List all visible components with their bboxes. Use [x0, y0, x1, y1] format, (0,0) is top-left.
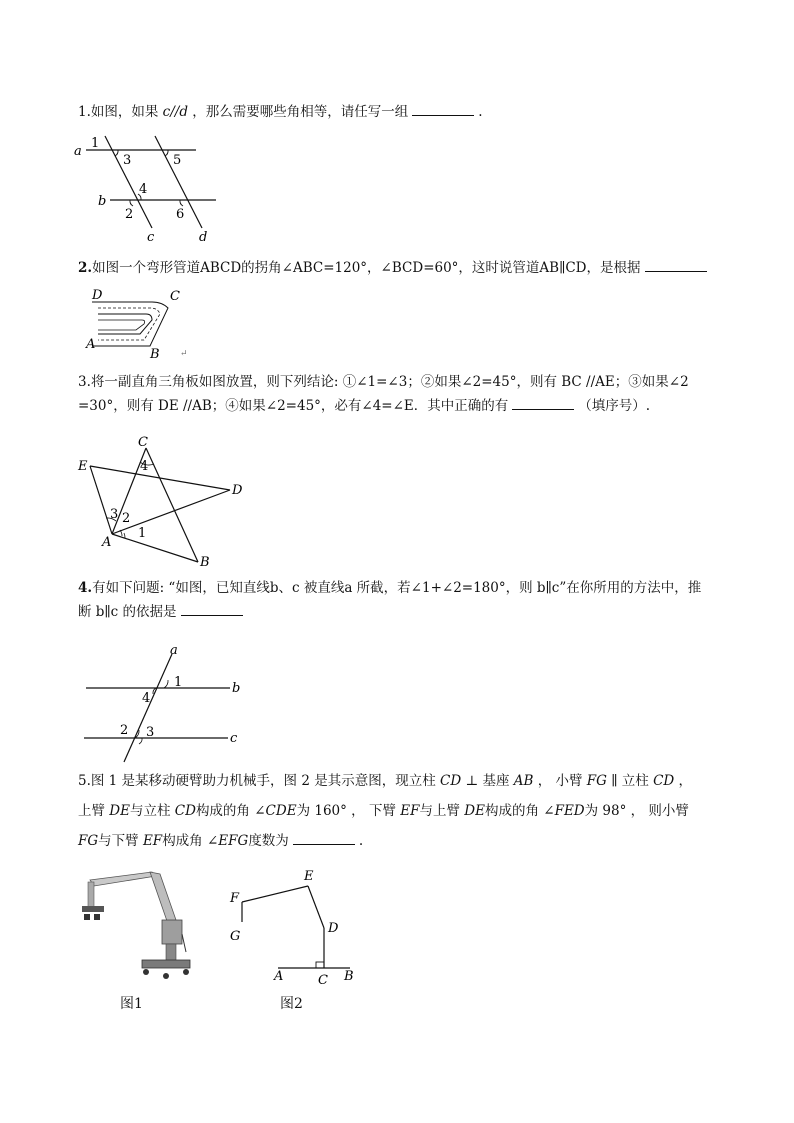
q4-label-b: b: [232, 681, 241, 696]
q4-line-1: 有如下问题: “如图，已知直线b、c 被直线a 所截，若∠1+∠2=180°，则 b∥c”在你所用的方法中，推: [92, 580, 702, 596]
q2-answer-blank[interactable]: [645, 257, 707, 272]
q5-text: 与上臂: [419, 803, 465, 819]
q3-figure: [76, 436, 256, 568]
q1-label-b: b: [98, 194, 107, 209]
q5-text: 与下臂: [98, 833, 143, 849]
q5-seg-cd: CD: [653, 773, 675, 789]
q4-answer-blank[interactable]: [181, 601, 243, 616]
q5-angle-efg: ∠EFG: [206, 833, 249, 849]
question-4: [78, 576, 738, 624]
q1-label-a: a: [74, 144, 82, 159]
q5-figure-2-schematic: [226, 866, 366, 990]
q4-label-c: c: [230, 731, 238, 746]
q1-prefix: 1.如图，如果: [78, 104, 159, 120]
q2-label-D: D: [92, 288, 103, 303]
q5-figure-2-caption: 图2: [280, 996, 303, 1012]
q3-line-2a: =30°，则有 DE //AB；④如果∠2=45°，必有∠4=∠E．其中正确的有: [78, 398, 509, 414]
q1-condition: c//d: [158, 104, 193, 120]
q1-angle-6: 6: [176, 207, 185, 222]
q5-angle-cde: ∠CDE: [254, 803, 297, 819]
q5-end: .: [358, 833, 364, 849]
q4-figure: [80, 644, 250, 764]
q4-label-a: a: [170, 643, 178, 658]
q4-line-2: 断 b∥c 的依据是: [78, 604, 177, 620]
q2-label-B: B: [150, 347, 160, 362]
q3-label-E: E: [78, 459, 88, 474]
q1-angle-5: 5: [173, 153, 182, 168]
q2-label-C: C: [170, 289, 180, 304]
q1-angle-1: 1: [91, 136, 100, 151]
q5-text: 度数为: [248, 833, 289, 849]
q5-seg-cd: CD: [440, 773, 462, 789]
q5-fig2-label-E: E: [304, 869, 314, 884]
q1-figure: [70, 128, 230, 246]
q5-text: 上臂: [78, 803, 110, 819]
question-3: [78, 370, 738, 418]
q4-number: 4.: [78, 580, 93, 596]
q1-label-c: c: [147, 230, 155, 245]
q2-return-mark: ↵: [180, 349, 188, 359]
q5-seg-ab: AB: [513, 773, 534, 789]
q5-text: 构成的角: [484, 803, 544, 819]
q5-fig2-label-B: B: [344, 969, 354, 984]
q5-fig2-label-A: A: [274, 969, 284, 984]
q1-angle-2: 2: [125, 207, 134, 222]
q5-figure-1-robot-arm: [80, 868, 200, 986]
q5-text: ，: [674, 773, 693, 789]
q5-seg-ef: EF: [400, 803, 420, 819]
q5-text: ∥ 立柱: [606, 773, 654, 789]
q3-answer-blank[interactable]: [512, 395, 574, 410]
q3-line-2b: （填序号）.: [578, 398, 651, 414]
q2-figure: [84, 284, 204, 362]
q1-label-d: d: [199, 230, 208, 245]
q5-text: ⊥ 基座: [461, 773, 514, 789]
q5-seg-de: DE: [109, 803, 130, 819]
q2-label-A: A: [86, 337, 96, 352]
q5-fig2-label-D: D: [328, 921, 339, 936]
q1-end: .: [478, 104, 483, 120]
q5-fig2-label-G: G: [230, 929, 241, 944]
q3-angle-1: 1: [138, 526, 147, 541]
q5-fig2-label-C: C: [318, 973, 328, 988]
question-1: [78, 100, 728, 124]
q4-angle-3: 3: [146, 725, 155, 740]
q1-angle-3: 3: [123, 153, 132, 168]
q5-text: 5.图 1 是某移动硬臂助力机械手，图 2 是其示意图，现立柱: [78, 773, 441, 789]
q5-text: 构成角: [162, 833, 207, 849]
q3-label-D: D: [232, 483, 243, 498]
q4-angle-1: 1: [174, 675, 183, 690]
question-5: [78, 766, 738, 856]
q3-line-1: 3.将一副直角三角板如图放置，则下列结论: ①∠1=∠3；②如果∠2=45°，则有 BC //AE；③如果∠2: [78, 374, 689, 390]
q5-seg-fg: FG: [586, 773, 607, 789]
q5-seg-cd: CD: [174, 803, 196, 819]
question-2: [78, 256, 738, 280]
q5-answer-blank[interactable]: [293, 830, 355, 845]
q3-angle-2: 2: [122, 511, 131, 526]
q2-number: 2.: [78, 260, 93, 276]
q5-text: 为 160° ， 下臂: [296, 803, 401, 819]
q4-angle-4: 4: [142, 691, 151, 706]
q3-angle-3: 3: [110, 507, 119, 522]
q5-seg-de: DE: [464, 803, 485, 819]
q3-angle-4: 4: [140, 459, 149, 474]
q5-text: 与立柱: [129, 803, 175, 819]
q5-text: 构成的角: [195, 803, 255, 819]
q5-seg-ef: EF: [142, 833, 163, 849]
q5-text: ， 小臂: [533, 773, 587, 789]
q5-fig2-label-F: F: [230, 891, 240, 906]
q1-answer-blank[interactable]: [412, 101, 474, 116]
q5-seg-fg: FG: [78, 833, 99, 849]
q5-figure-1-caption: 图1: [120, 996, 143, 1012]
q1-suffix: ，那么需要哪些角相等，请任写一组: [192, 104, 409, 120]
q1-angle-4: 4: [139, 182, 148, 197]
q5-text: 为 98° ， 则小臂: [584, 803, 689, 819]
q3-label-B: B: [200, 555, 210, 570]
q2-text: 如图一个弯形管道ABCD的拐角∠ABC=120°，∠BCD=60°，这时说管道AB∥CD，是根据: [92, 260, 641, 276]
q5-angle-fed: ∠FED: [543, 803, 585, 819]
q3-label-C: C: [138, 435, 148, 450]
q4-angle-2: 2: [120, 723, 129, 738]
q3-label-A: A: [102, 535, 112, 550]
